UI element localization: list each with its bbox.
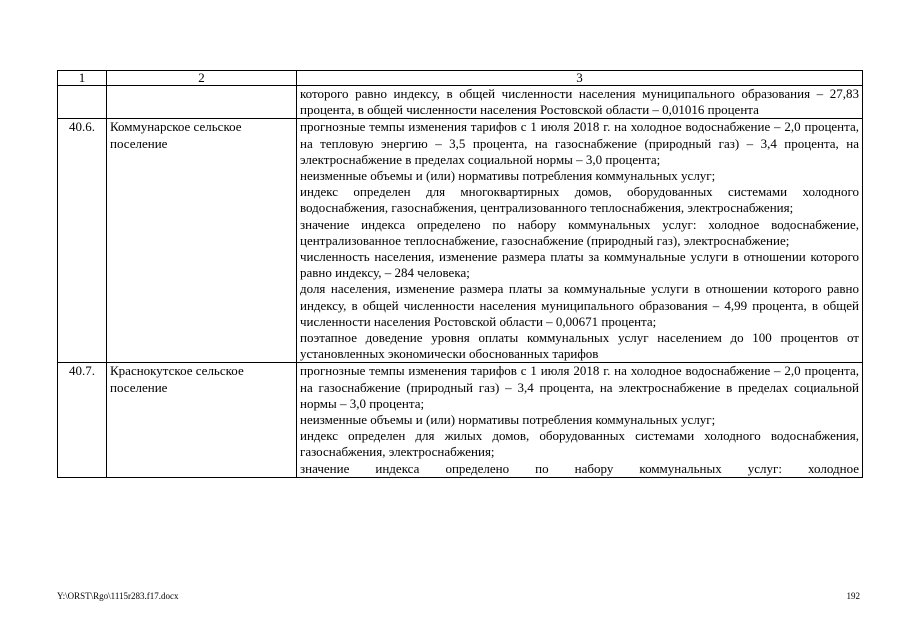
detail-paragraph: прогнозные темпы изменения тарифов с 1 июля 2018 г. на холодное водоснабжение – 2,0 процента, на тепловую энергию – 3,5 процента, на газоснабжение (природный газ) – 3,4 процента, на электроснабжение в пределах социальной нормы – 3,0 процента; [300, 119, 859, 167]
header-col-2: 2 [107, 71, 297, 86]
row-number [58, 86, 107, 119]
detail-paragraph: доля населения, изменение размера платы за коммунальные услуги в отношении которого равно индексу, в общей численности населения муниципального образования – 4,99 процента, в общей численности населения Ростовской области – 0,00671 процента; [300, 281, 859, 329]
table-header-row [58, 71, 863, 86]
detail-paragraph: которого равно индексу, в общей численности населения муниципального образования – 27,83 процента, в общей численности населения Ростовской области – 0,01016 процента [300, 86, 859, 118]
footer-page-number: 192 [846, 591, 860, 601]
settlement-name: Коммунарское сельское поселение [107, 119, 297, 363]
table-row [58, 119, 863, 363]
settlement-details [297, 363, 863, 477]
settlement-name [107, 86, 297, 119]
row-number: 40.7. [58, 363, 107, 477]
detail-paragraph: прогнозные темпы изменения тарифов с 1 июля 2018 г. на холодное водоснабжение – 2,0 процента, на газоснабжение (природный газ) – 3,4 процента, на электроснабжение в пределах социальной нормы – 3,0 процента; [300, 363, 859, 411]
detail-paragraph: значение индекса определено по набору коммунальных услуг: холодное [300, 460, 859, 476]
settlement-details [297, 86, 863, 119]
header-col-1: 1 [58, 71, 107, 86]
settlement-name: Краснокутское сельское поселение [107, 363, 297, 477]
footer-file-path: Y:\ORST\Rgo\1115r283.f17.docx [57, 591, 179, 601]
detail-paragraph: численность населения, изменение размера платы за коммунальные услуги в отношении которого равно индексу, – 284 человека; [300, 249, 859, 281]
detail-paragraph: неизменные объемы и (или) нормативы потребления коммунальных услуг; [300, 168, 716, 184]
document-table [57, 70, 863, 478]
detail-paragraph: неизменные объемы и (или) нормативы потребления коммунальных услуг; [300, 412, 716, 428]
detail-paragraph: индекс определен для жилых домов, оборудованных системами холодного водоснабжения, газоснабжения, электроснабжения; [300, 428, 859, 460]
header-col-3: 3 [297, 71, 863, 86]
settlement-details [297, 119, 863, 363]
detail-paragraph: индекс определен для многоквартирных домов, оборудованных системами холодного водоснабжения, газоснабжения, централизованного теплоснабжения, электроснабжения; [300, 184, 859, 216]
row-number: 40.6. [58, 119, 107, 363]
table-row [58, 86, 863, 119]
detail-paragraph: значение индекса определено по набору коммунальных услуг: холодное водоснабжение, централизованное теплоснабжение, газоснабжение (природный газ), электроснабжение; [300, 216, 859, 248]
detail-paragraph: поэтапное доведение уровня оплаты коммунальных услуг населением до 100 процентов от установленных экономически обоснованных тарифов [300, 330, 859, 362]
table-row [58, 363, 863, 477]
